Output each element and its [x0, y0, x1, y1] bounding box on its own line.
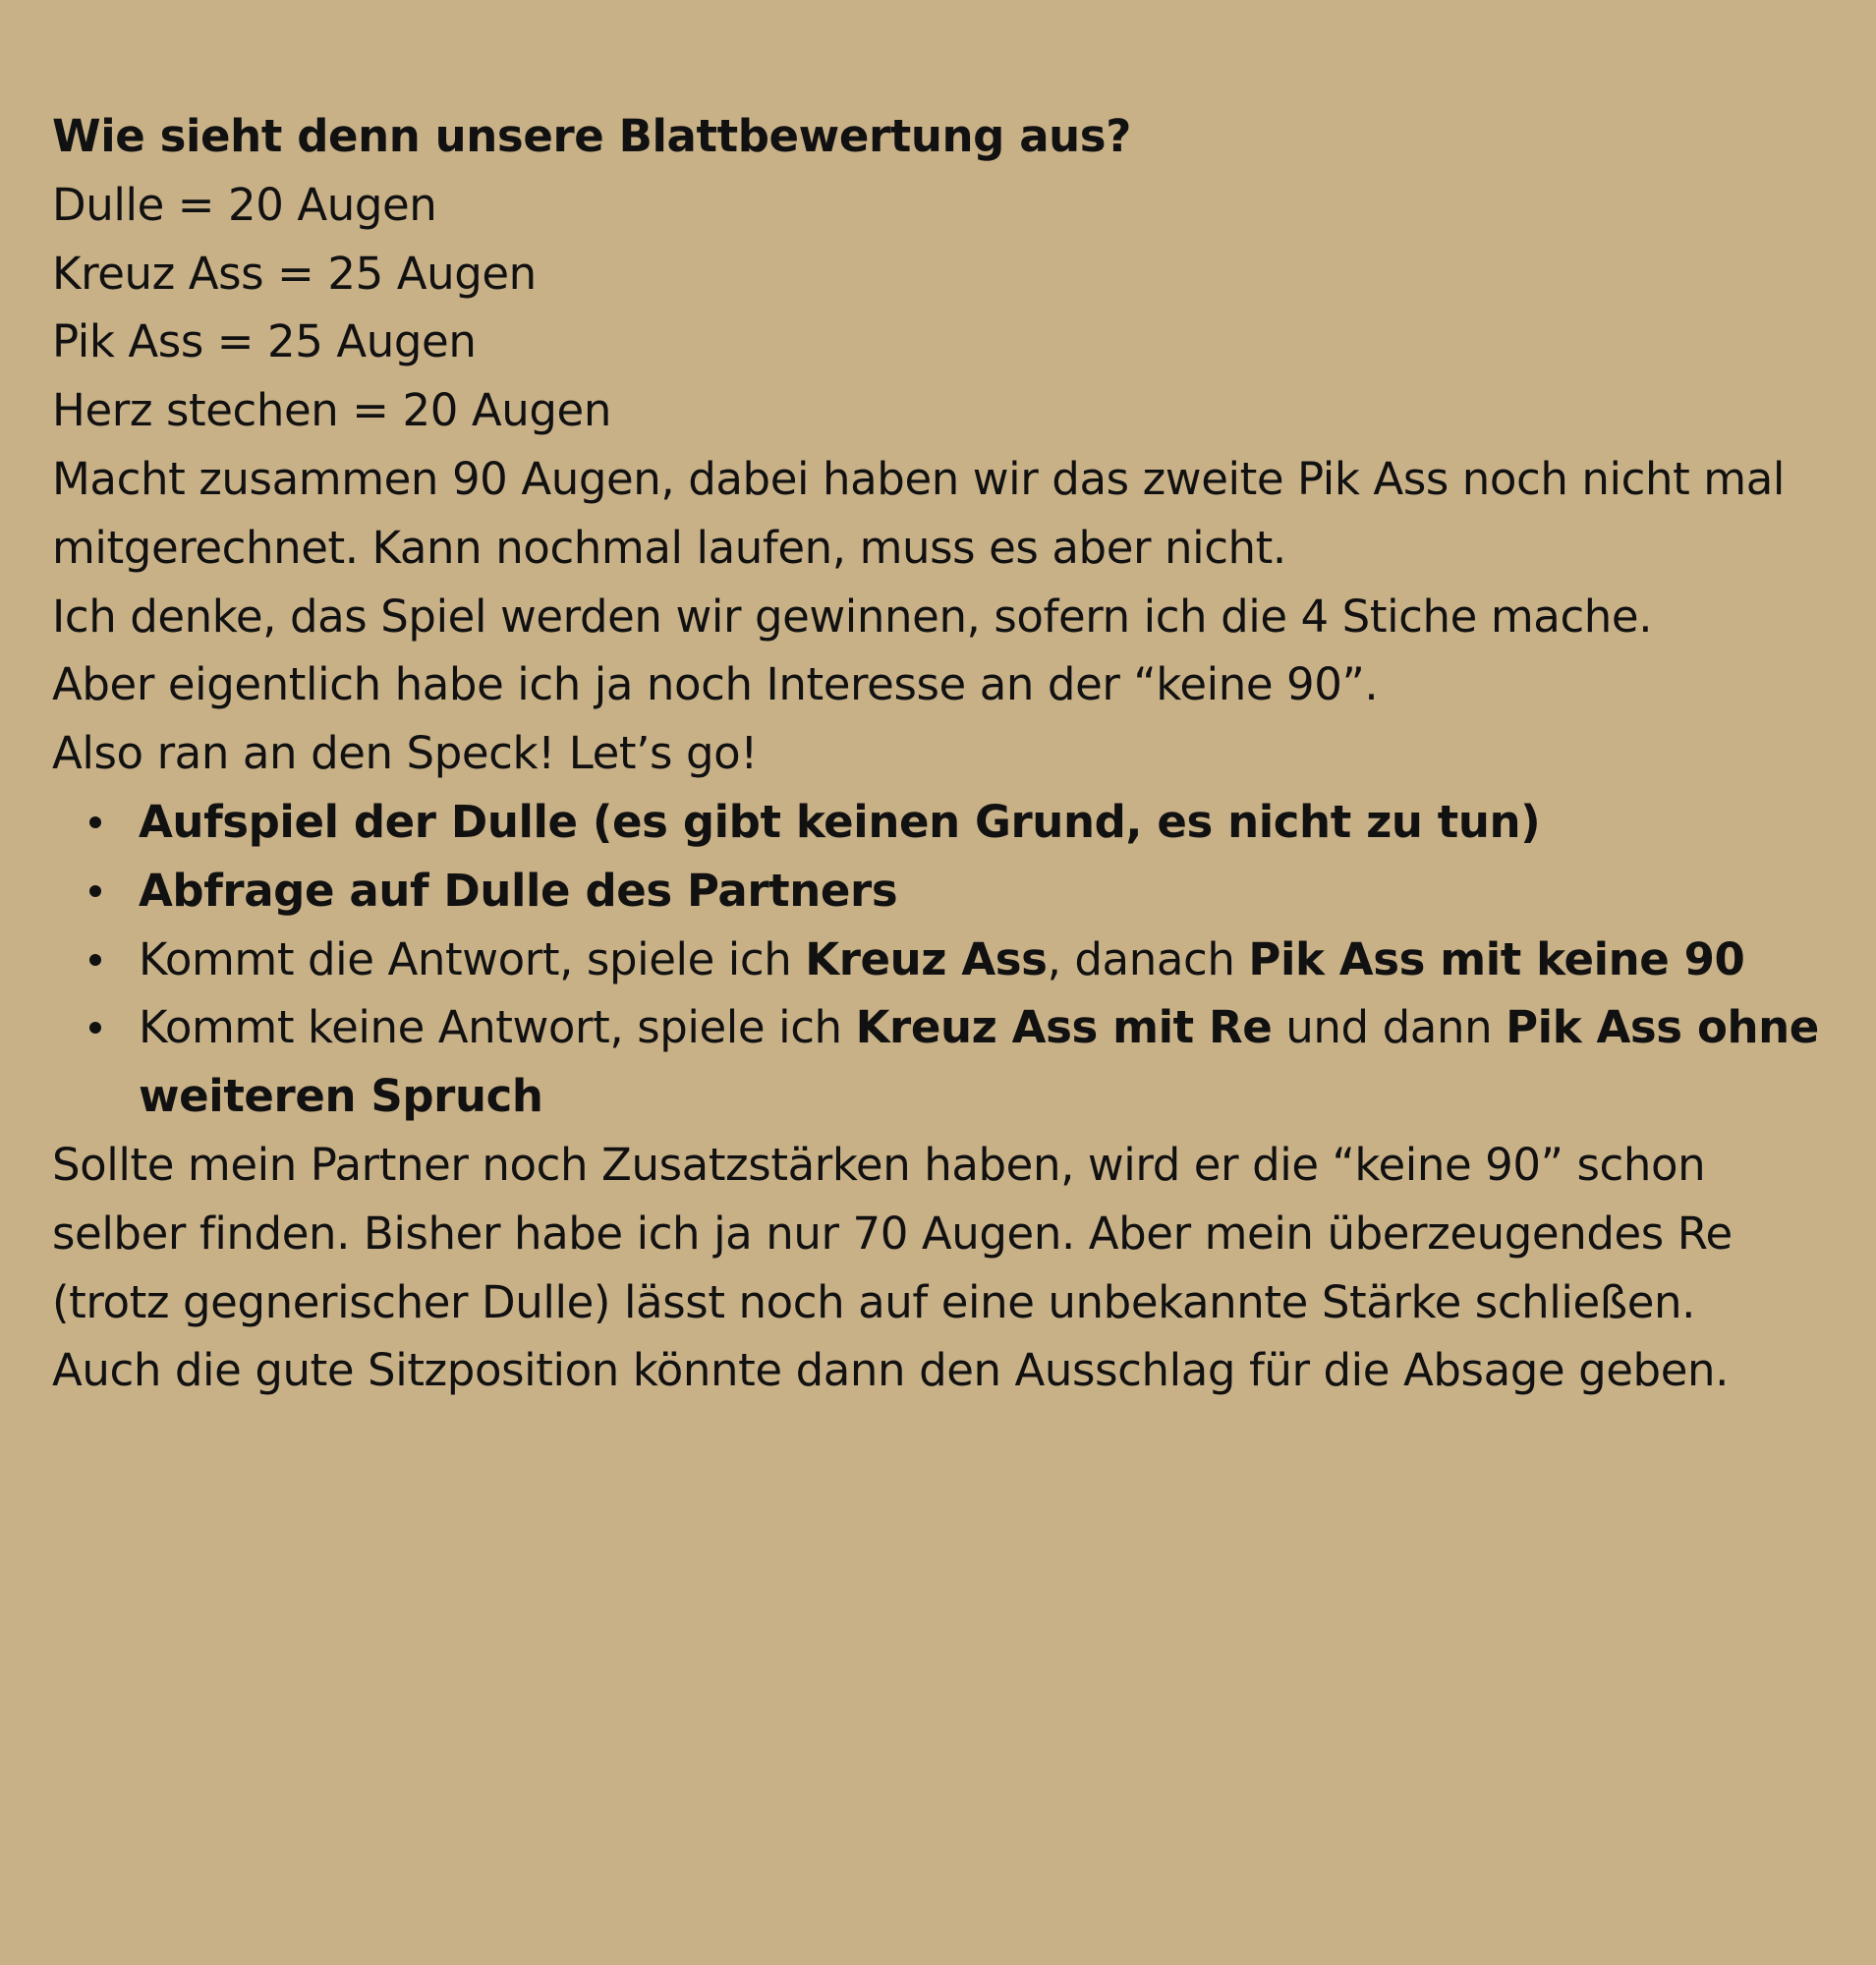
bullet-bold-text: Kreuz Ass mit Re [855, 1001, 1273, 1054]
list-item [139, 926, 1841, 994]
bullet-bold-text: Pik Ass mit keine 90 [1248, 932, 1745, 985]
score-dulle: Dulle = 20 Augen [52, 178, 437, 231]
bullet-icon [89, 885, 101, 897]
bullet-text: Kommt keine Antwort, spiele ich [139, 1001, 856, 1054]
heading: Wie sieht denn unsere Blattbewertung aus? [52, 110, 1131, 162]
list-item [139, 788, 1841, 857]
bullet-text: und dann [1272, 1001, 1506, 1054]
bullet-text: , danach [1047, 932, 1249, 985]
score-kreuz-ass: Kreuz Ass = 25 Augen [52, 247, 537, 300]
bullet-text: Abfrage auf Dulle des Partners [139, 864, 898, 917]
document-body [52, 102, 1841, 1405]
paragraph-interest: Aber eigentlich habe ich ja noch Interesse an der “keine 90”. [52, 658, 1379, 711]
paragraph-total: Macht zusammen 90 Augen, dabei haben wir das zweite Pik Ass noch nicht mal mitgerechnet. Kann nochmal laufen, muss es aber nicht. [52, 452, 1785, 574]
paragraph-win: Ich denke, das Spiel werden wir gewinnen, sofern ich die 4 Stiche mache. [52, 590, 1653, 643]
score-pik-ass: Pik Ass = 25 Augen [52, 315, 477, 368]
strategy-list [52, 788, 1841, 1131]
paragraph-position: Auch die gute Sitzposition könnte dann den Ausschlag für die Absage geben. [52, 1344, 1730, 1397]
score-herz-stechen: Herz stechen = 20 Augen [52, 384, 611, 437]
list-item [139, 993, 1829, 1131]
list-item [139, 857, 1841, 926]
bullet-icon [89, 816, 101, 828]
paragraph-go: Also ran an den Speck! Let’s go! [52, 727, 758, 780]
bullet-text: Aufspiel der Dulle (es gibt keinen Grund, es nicht zu tun) [139, 795, 1541, 848]
bullet-text: Kommt die Antwort, spiele ich [139, 932, 806, 985]
bullet-bold-text: Pik Ass ohne weiteren Spruch [139, 1001, 1819, 1123]
bullet-bold-text: Kreuz Ass [805, 932, 1048, 985]
paragraph-partner: Sollte mein Partner noch Zusatzstärken haben, wird er die “keine 90” schon selber finden. Bisher habe ich ja nur 70 Augen. Aber mein überzeugendes Re (trotz gegnerischer Dulle) lässt noch auf eine unbekannte Stärke schließen. [52, 1138, 1733, 1328]
bullet-icon [89, 1022, 101, 1034]
bullet-icon [89, 954, 101, 966]
